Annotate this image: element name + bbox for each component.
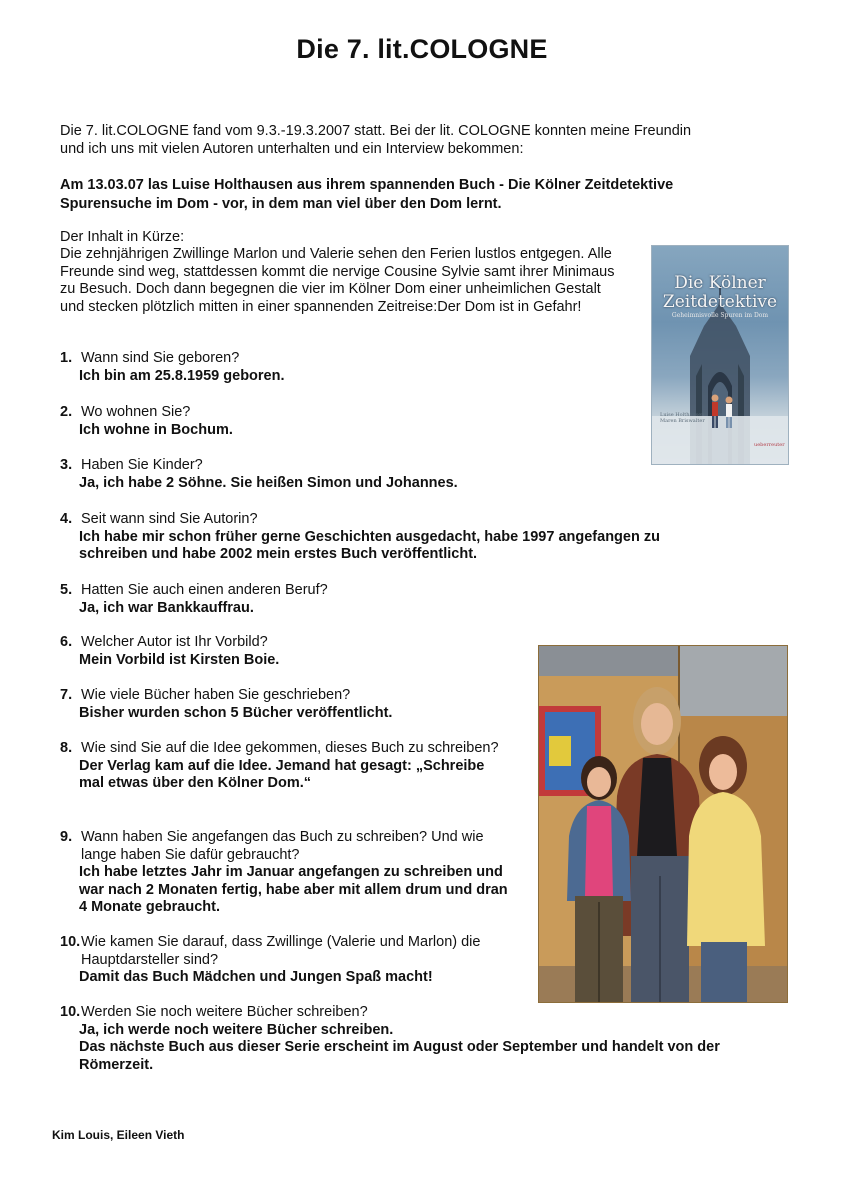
book-cover-image bbox=[651, 245, 789, 465]
book-cover-subtitle: Geheimnisvolle Spuren im Dom bbox=[671, 312, 769, 319]
book-cover-authors bbox=[660, 412, 720, 424]
qa-item-11 bbox=[60, 1004, 760, 1074]
qa-answer: Bisher wurden schon 5 Bücher veröffentlicht. bbox=[79, 704, 393, 721]
qa-question: Hatten Sie auch einen anderen Beruf? bbox=[81, 582, 328, 598]
qa-answer: Damit das Buch Mädchen und Jungen Spaß macht! bbox=[79, 969, 433, 985]
qa-item-2 bbox=[60, 404, 233, 439]
qa-answer-continued: Das nächste Buch aus dieser Serie erscheint im August oder September und handelt von der Römerzeit. bbox=[79, 1039, 720, 1073]
qa-number: 2. bbox=[60, 404, 73, 420]
qa-answer: Ja, ich war Bankkauffrau. bbox=[79, 599, 254, 616]
footer-authors: Kim Louis, Eileen Vieth bbox=[52, 1128, 185, 1142]
qa-question: Wo wohnen Sie? bbox=[81, 404, 191, 420]
qa-number: 9. bbox=[60, 829, 73, 845]
qa-question: Haben Sie Kinder? bbox=[81, 457, 203, 473]
qa-question: Wie viele Bücher haben Sie geschrieben? bbox=[81, 687, 351, 703]
photo-illustration bbox=[539, 646, 787, 1002]
qa-item-3 bbox=[60, 457, 458, 492]
qa-number: 10. bbox=[60, 1004, 81, 1020]
qa-answer: Ich bin am 25.8.1959 geboren. bbox=[79, 367, 285, 384]
qa-number: 7. bbox=[60, 687, 73, 703]
qa-item-8 bbox=[60, 740, 500, 793]
qa-item-5 bbox=[60, 582, 328, 617]
qa-answer: Ja, ich habe 2 Söhne. Sie heißen Simon und Johannes. bbox=[79, 474, 458, 491]
lead-paragraph: Am 13.03.07 las Luise Holthausen aus ihrem spannenden Buch - Die Kölner Zeitdetektive Spurensuche im Dom - vor, in dem man viel über den Dom lernt. bbox=[60, 177, 674, 212]
qa-number: 8. bbox=[60, 740, 73, 756]
author-photo bbox=[538, 645, 788, 1003]
qa-question: Werden Sie noch weitere Bücher schreiben? bbox=[81, 1004, 368, 1020]
qa-item-7 bbox=[60, 687, 392, 722]
book-cover-title-line1: Die Kölner bbox=[674, 273, 766, 293]
summary-heading: Der Inhalt in Kürze: bbox=[60, 229, 185, 245]
book-cover-title bbox=[652, 274, 788, 312]
qa-question: Wie kamen Sie darauf, dass Zwillinge (Valerie und Marlon) die Hauptdarsteller sind? bbox=[81, 934, 481, 968]
book-cover-author: Luise Holthausen bbox=[660, 412, 705, 418]
qa-question: Seit wann sind Sie Autorin? bbox=[81, 511, 258, 527]
qa-question: Wann haben Sie angefangen das Buch zu schreiben? Und wie lange haben Sie dafür gebraucht? bbox=[81, 829, 484, 863]
qa-question: Wann sind Sie geboren? bbox=[81, 350, 240, 366]
book-cover-publisher: ueberreuter bbox=[754, 442, 785, 448]
qa-answer: Ich habe mir schon früher gerne Geschichten ausgedacht, habe 1997 angefangen zu schreiben und habe 2002 mein erstes Buch veröffentlicht. bbox=[79, 528, 660, 562]
qa-answer: Der Verlag kam auf die Idee. Jemand hat gesagt: „Schreibe mal etwas über den Kölner Dom.“ bbox=[79, 757, 485, 791]
qa-number: 1. bbox=[60, 350, 73, 366]
intro-paragraph: Die 7. lit.COLOGNE fand vom 9.3.-19.3.2007 statt. Bei der lit. COLOGNE konnten meine Freundin und ich uns mit vielen Autoren unterhalten und ein Interview bekommen: bbox=[60, 123, 692, 157]
qa-question: Welcher Autor ist Ihr Vorbild? bbox=[81, 634, 268, 650]
qa-item-6 bbox=[60, 634, 279, 669]
qa-item-10 bbox=[60, 934, 518, 987]
qa-number: 5. bbox=[60, 582, 73, 598]
qa-item-4 bbox=[60, 511, 710, 564]
qa-question: Wie sind Sie auf die Idee gekommen, dieses Buch zu schreiben? bbox=[81, 740, 499, 756]
qa-answer: Ich habe letztes Jahr im Januar angefangen zu schreiben und war nach 2 Monaten fertig, habe aber mit allem drum und dran 4 Monate gebraucht. bbox=[79, 864, 508, 915]
qa-answer: Ja, ich werde noch weitere Bücher schreiben. bbox=[79, 1021, 394, 1038]
qa-answer: Mein Vorbild ist Kirsten Boie. bbox=[79, 651, 280, 668]
qa-number: 4. bbox=[60, 511, 73, 527]
qa-number: 10. bbox=[60, 934, 81, 950]
qa-item-9 bbox=[60, 829, 508, 917]
summary-paragraph: Die zehnjährigen Zwillinge Marlon und Valerie sehen den Ferien lustlos entgegen. Alle Freunde sind weg, stattdessen kommt die nervige Cousine Sylvie samt ihrer Minimaus zu Besuch. Doch dann begegnen die vier im Kölner Dom einer unheimlichen Gestalt und stecken plötzlich mitten in einer spannenden Zeitreise:Der Dom ist in Gefahr! bbox=[60, 246, 615, 315]
qa-number: 6. bbox=[60, 634, 73, 650]
qa-number: 3. bbox=[60, 457, 73, 473]
book-cover-illustrator: Maren Briswalter bbox=[660, 418, 705, 424]
page-title: Die 7. lit.COLOGNE bbox=[296, 34, 548, 64]
book-cover-title-line2: Zeitdetektive bbox=[662, 292, 778, 312]
qa-item-1 bbox=[60, 350, 285, 385]
qa-answer: Ich wohne in Bochum. bbox=[79, 421, 233, 438]
